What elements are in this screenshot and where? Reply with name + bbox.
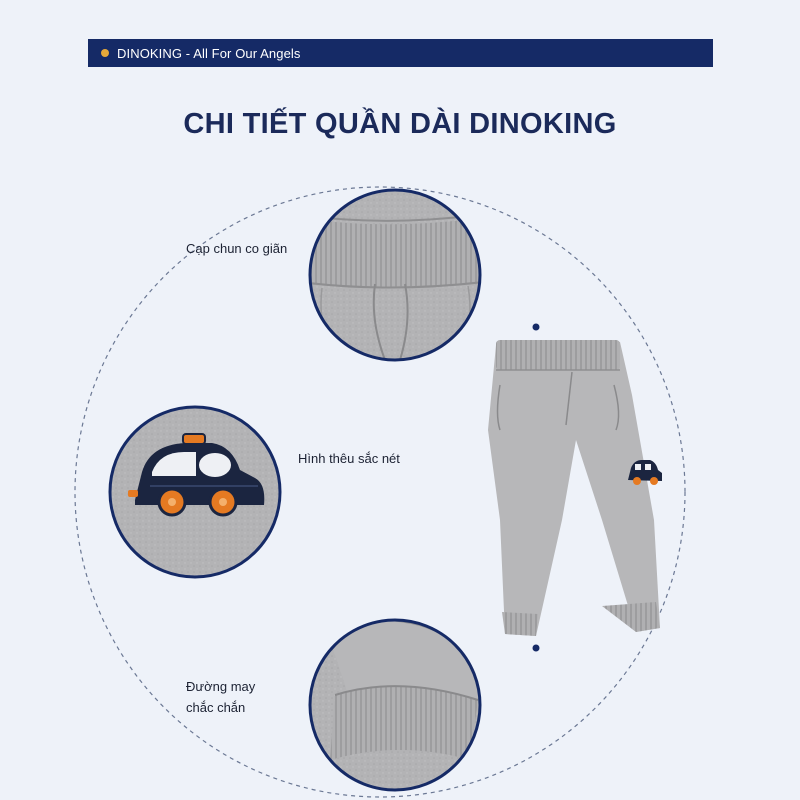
waistband-detail-image — [300, 180, 500, 380]
feature-label-embroidery: Hình thêu sắc nét — [298, 451, 400, 466]
connector-dot — [533, 324, 540, 331]
feature-label-waistband: Cạp chun co giãn — [186, 241, 288, 256]
feature-label-stitching — [186, 676, 306, 718]
cuff-detail-image — [300, 610, 500, 800]
page-title: CHI TIẾT QUẦN DÀI DINOKING — [183, 108, 617, 140]
connector-dot — [533, 645, 540, 652]
feature-label-stitching-line1: Đường may — [186, 679, 256, 694]
brand-tagline: DINOKING - All For Our Angels — [117, 45, 301, 61]
pants-product-image — [488, 340, 662, 636]
embroidery-detail-image — [100, 400, 300, 600]
feature-label-stitching-line2: chắc chắn — [186, 700, 246, 715]
